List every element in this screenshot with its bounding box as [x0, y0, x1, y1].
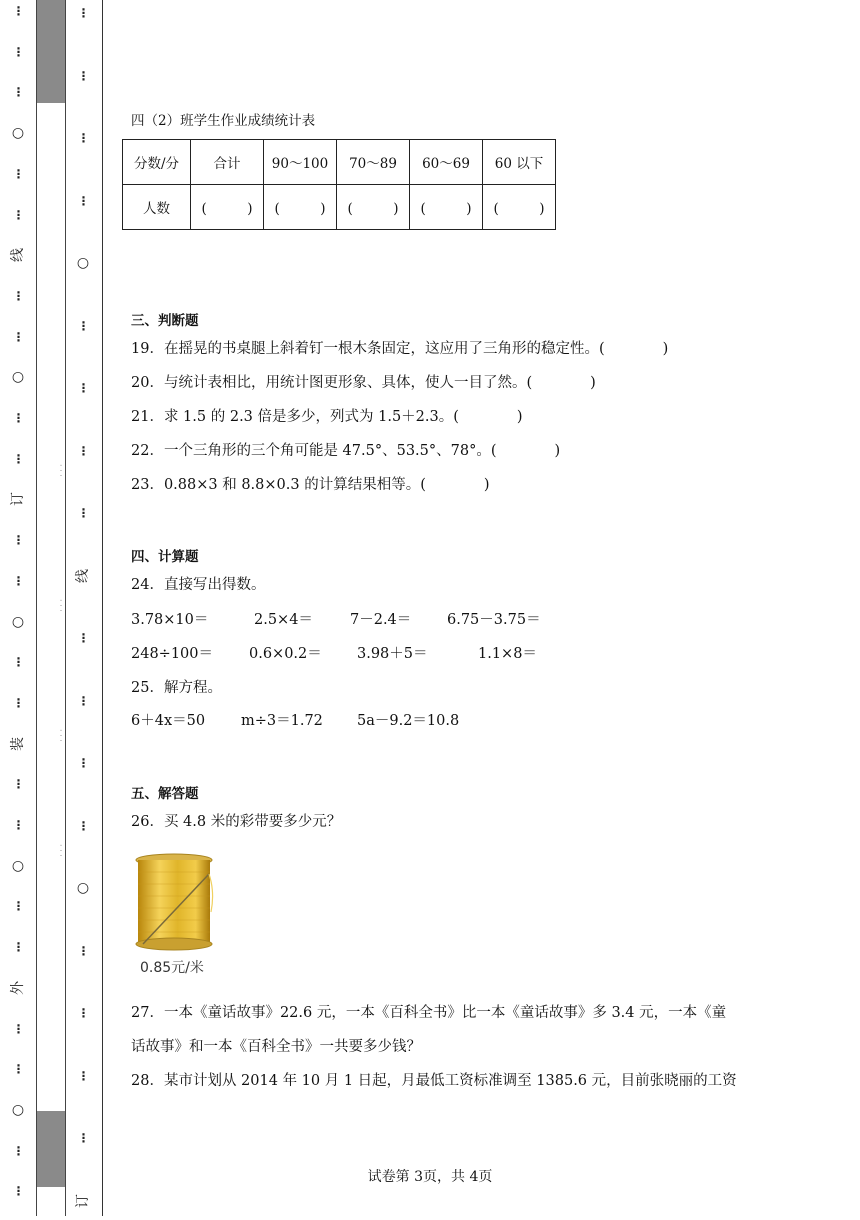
equation-item: 6＋4x＝50	[131, 713, 206, 729]
dotted-line-mark: ⋮	[77, 318, 89, 333]
table-caption: 四（2）班学生作业成绩统计表	[131, 113, 316, 129]
dotted-line-mark: ⋮	[12, 573, 24, 588]
circle-mark: ○	[11, 1101, 25, 1118]
calc-item: 248÷100＝	[131, 646, 214, 662]
dotted-line-mark: ⋮	[12, 329, 24, 344]
circle-mark: ○	[11, 369, 25, 386]
dotted-line-mark: ⋮	[12, 44, 24, 59]
dotted-line-mark: ⋮	[12, 533, 24, 548]
dotted-line-mark: ⋮	[12, 411, 24, 425]
calc-item: 1.1×8＝	[478, 646, 537, 662]
equation-item: m÷3＝1.72	[241, 713, 323, 729]
gray-band-top	[37, 0, 65, 103]
binding-margin-outer	[0, 0, 36, 1216]
dotted-line-mark: ⋮	[12, 899, 24, 914]
binding-label: 线	[75, 568, 91, 583]
dotted-line-mark: ⋮	[12, 695, 24, 710]
blank-cell[interactable]: ( )	[191, 185, 264, 230]
circle-mark: ○	[11, 613, 25, 630]
dotted-line-mark: ⋮	[12, 451, 24, 466]
row-label: 人数	[123, 185, 191, 230]
dotted-cut-mark: · · ·	[56, 728, 65, 742]
blank-cell[interactable]: ( )	[483, 185, 556, 230]
circle-mark: ○	[76, 880, 90, 896]
question-21: 21．求 1.5 的 2.3 倍是多少，列式为 1.5＋2.3。( )	[131, 409, 523, 425]
dotted-line-mark: ⋮	[77, 381, 89, 395]
blank-cell[interactable]: ( )	[264, 185, 337, 230]
blank-cell[interactable]: ( )	[410, 185, 483, 230]
circle-mark: ○	[76, 255, 90, 271]
calc-item: 3.98＋5＝	[357, 646, 428, 662]
question-19: 19．在摇晃的书桌腿上斜着钉一根木条固定，这应用了三角形的稳定性。( )	[131, 341, 669, 357]
score-statistics-table	[122, 139, 556, 230]
section-title-calculation: 四、计算题	[131, 549, 199, 565]
calc-item: 6.75－3.75＝	[447, 612, 541, 628]
dotted-line-mark: ⋮	[77, 756, 89, 770]
question-22: 22．一个三角形的三个角可能是 47.5°、53.5°、78°。( )	[131, 443, 561, 459]
dotted-line-mark: ⋮	[77, 193, 89, 208]
question-28: 28．某市计划从 2014 年 10 月 1 日起，月最低工资标准调至 1385.6 元，目前张晓丽的工资	[131, 1073, 737, 1089]
dotted-line-mark: ⋮	[77, 443, 89, 458]
calc-item: 7－2.4＝	[350, 612, 412, 628]
dotted-line-mark: ⋮	[77, 1006, 89, 1020]
binding-margin-gray	[36, 0, 66, 1216]
question-23: 23．0.88×3 和 8.8×0.3 的计算结果相等。( )	[131, 477, 490, 493]
equation-item: 5a－9.2＝10.8	[357, 713, 460, 729]
table-header-row	[123, 140, 556, 185]
dotted-line-mark: ⋮	[12, 1143, 24, 1158]
calc-item: 2.5×4＝	[254, 612, 313, 628]
question-24: 24．直接写出得数。	[131, 577, 266, 593]
price-per-meter-label: 0.85元/米	[140, 960, 204, 976]
section-title-solve: 五、解答题	[131, 786, 199, 802]
table-row	[123, 185, 556, 230]
dotted-line-mark: ⋮	[12, 655, 24, 670]
binding-label: 线	[10, 248, 26, 263]
dotted-line-mark: ⋮	[77, 1068, 89, 1083]
dotted-cut-mark: · · ·	[56, 598, 65, 612]
circle-mark: ○	[11, 857, 25, 874]
table-header-cell: 分数/分	[123, 140, 191, 185]
dotted-line-mark: ⋮	[12, 4, 24, 18]
dotted-line-mark: ⋮	[77, 68, 89, 83]
section-title-judgement: 三、判断题	[131, 313, 199, 329]
calc-item: 0.6×0.2＝	[249, 646, 322, 662]
dotted-line-mark: ⋮	[12, 1062, 24, 1077]
dotted-line-mark: ⋮	[77, 943, 89, 958]
dotted-cut-mark: · · ·	[56, 463, 65, 477]
dotted-line-mark: ⋮	[77, 1131, 89, 1145]
circle-mark: ○	[11, 125, 25, 142]
table-header-cell: 90～100	[264, 140, 337, 185]
binding-label: 订	[10, 492, 26, 507]
dotted-cut-mark: · · ·	[56, 843, 65, 857]
calc-item: 3.78×10＝	[131, 612, 209, 628]
dotted-line-mark: ⋮	[12, 85, 24, 100]
question-27-line1: 27．一本《童话故事》22.6 元，一本《百科全书》比一本《童话故事》多 3.4 元，一本《童	[131, 1005, 727, 1021]
dotted-line-mark: ⋮	[77, 506, 89, 520]
question-26: 26．买 4.8 米的彩带要多少元？	[131, 814, 342, 830]
question-27-line2: 话故事》和一本《百科全书》一共要多少钱？	[131, 1039, 421, 1055]
table-header-cell: 合计	[191, 140, 264, 185]
dotted-line-mark: ⋮	[12, 1021, 24, 1036]
dotted-line-mark: ⋮	[12, 288, 24, 303]
dotted-line-mark: ⋮	[77, 818, 89, 833]
dotted-line-mark: ⋮	[12, 1184, 24, 1199]
dotted-line-mark: ⋮	[77, 131, 89, 145]
binding-label: 装	[10, 736, 26, 751]
page-footer: 试卷第 3页，共 4页	[367, 1169, 493, 1185]
dotted-line-mark: ⋮	[12, 777, 24, 792]
dotted-line-mark: ⋮	[77, 6, 89, 20]
gold-ribbon-spool-image	[131, 852, 217, 952]
dotted-line-mark: ⋮	[77, 631, 89, 645]
blank-cell[interactable]: ( )	[337, 185, 410, 230]
table-header-cell: 60 以下	[483, 140, 556, 185]
dotted-line-mark: ⋮	[12, 207, 24, 222]
dotted-line-mark: ⋮	[12, 940, 24, 955]
question-20: 20．与统计表相比，用统计图更形象、具体，使人一目了然。( )	[131, 375, 596, 391]
dotted-line-mark: ⋮	[12, 166, 24, 181]
table-header-cell: 60～69	[410, 140, 483, 185]
dotted-line-mark: ⋮	[12, 818, 24, 832]
question-25: 25．解方程。	[131, 680, 222, 696]
binding-label: 外	[10, 980, 26, 995]
table-header-cell: 70～89	[337, 140, 410, 185]
dotted-line-mark: ⋮	[77, 693, 89, 708]
binding-label: 订	[75, 1193, 91, 1208]
binding-margin-inner	[64, 0, 103, 1216]
